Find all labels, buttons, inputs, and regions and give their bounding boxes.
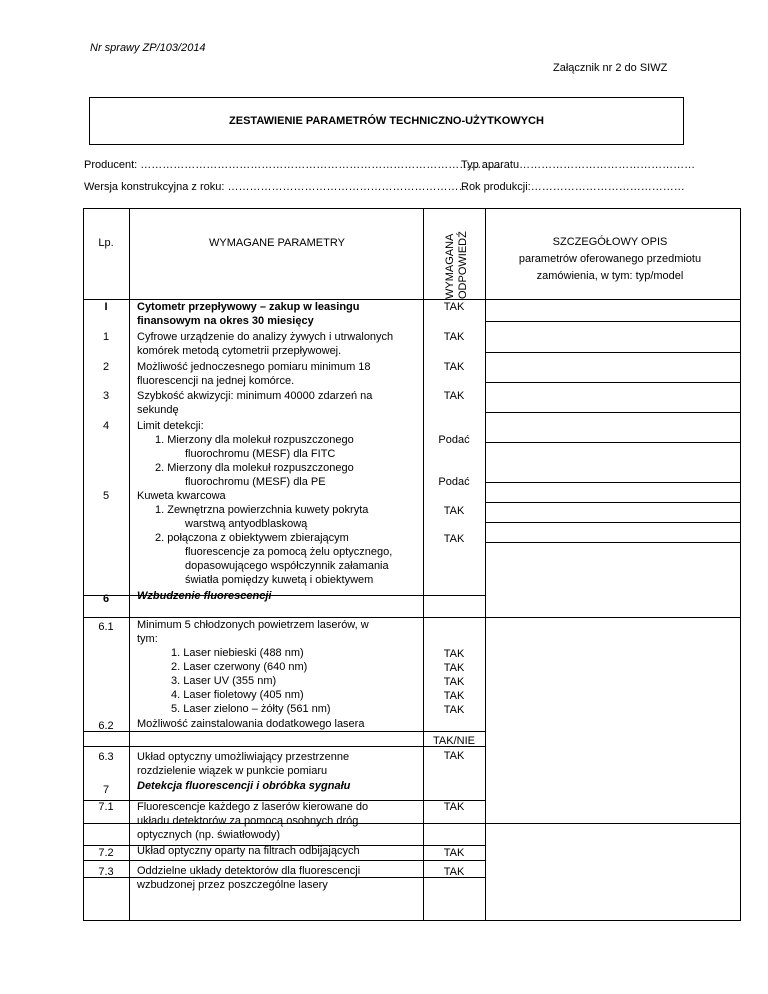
description-header: SZCZEGÓŁOWY OPIS parametrów oferowanego przedmiotu zamówienia, w tym: typ/model [518,236,702,282]
row-number: 6.1 [98,621,114,633]
row-answer: TAK [443,533,465,545]
params-header: WYMAGANE PARAMETRY [209,237,345,249]
row-answer: TAK [443,505,465,517]
row-answer: TAK [443,331,465,343]
lp-header: Lp. [98,237,114,249]
row-number: 2 [102,361,110,373]
row-text: Szybkość akwizycji: minimum 40000 zdarzeń na sekundę [137,390,373,416]
row-text: Cytometr przepływowy – zakup w leasingu finansowym na okres 30 miesięcy [137,301,360,327]
version-field: Wersja konstrukcyjna z roku: ………………………………………………………… [84,181,470,193]
row-answer: TAK [443,390,465,402]
case-number: Nr sprawy ZP/103/2014 [90,42,206,54]
section-heading: Detekcja fluorescencji i obróbka sygnału [137,780,351,792]
production-year-field: Rok produkcji:…………………………………… [461,181,685,193]
row-answer: TAK/NIE [433,735,475,747]
row-text: Układ optyczny umożliwiający przestrzenne rozdzielenie wiązek w punkcie pomiaru [137,751,350,777]
row-text: Cyfrowe urządzenie do analizy żywych i utrwalonych komórek metodą cytometrii przepływowej. [137,331,394,357]
row-text: Kuweta kwarcowa 1. Zewnętrzna powierzchnia kuwety pokryta warstwą antyodblaskową 2. połączona z obiektywem zbierającym fluorescencje za pomocą żelu optycznego, dopasowującego współczynnik załamania światła pomiędzy kuwetą i obiektywem [137,490,393,586]
row-text: Możliwość jednoczesnego pomiaru minimum 18 fluorescencji na jednej komórce. [137,361,371,387]
section-heading: Wzbudzenie fluorescencji [137,590,272,602]
document-title: ZESTAWIENIE PARAMETRÓW TECHNICZNO-UŻYTKOWYCH [89,97,684,145]
row-answer: TAK [443,750,465,762]
row-answer: TAK TAK TAK TAK TAK [443,648,465,716]
row-answer: TAK [443,301,465,313]
row-number: 5 [102,490,110,502]
row-number: 1 [102,331,110,343]
device-type-field: Typ aparatu………………………………………… [461,159,696,171]
row-text: Minimum 5 chłodzonych powietrzem laserów, w tym: 1. Laser niebieski (488 nm) 2. Laser czerwony (640 nm) 3. Laser UV (355 nm) 4. Laser fioletowy (405 nm) 5. Laser zielono – żółty (561 nm) [137,619,369,715]
row-text: Fluorescencje każdego z laserów kierowane do układu detektorów za pomocą osobnych dróg optycznych (np. światłowody) [137,801,369,841]
row-number: 6 [102,593,110,605]
row-number: 6.3 [98,751,114,763]
row-text: Limit detekcji: 1. Mierzony dla molekuł rozpuszczonego fluorochromu (MESF) dla FITC 2. Mierzony dla molekuł rozpuszczonego fluorochromu (MESF) dla PE [137,420,354,488]
annex-label: Załącznik nr 2 do SIWZ [553,62,668,74]
row-number: 7.1 [98,801,114,813]
row-text: Oddzielne układy detektorów dla fluorescencji wzbudzonej przez poszczególne lasery [137,865,361,891]
row-text: Możliwość zainstalowania dodatkowego lasera [137,718,365,730]
row-number: 7.2 [98,847,114,859]
row-number: 7 [102,784,110,796]
row-number: 4 [102,420,110,432]
required-answer-header: WYMAGANA ODPOWIEDŹ [444,231,469,299]
row-text: Układ optyczny oparty na filtrach odbijających [137,845,360,857]
row-answer: TAK [443,866,465,878]
row-answer: Podać [438,434,470,446]
row-number: 7.3 [98,866,114,878]
row-answer: TAK [443,801,465,813]
row-number: 6.2 [98,720,114,732]
row-number: I [104,301,108,313]
row-number: 3 [102,390,110,402]
row-answer: TAK [443,361,465,373]
row-answer: TAK [443,847,465,859]
row-answer: Podać [438,476,470,488]
producer-field: Producent: ……………………………………………………………………………………… [84,159,504,171]
